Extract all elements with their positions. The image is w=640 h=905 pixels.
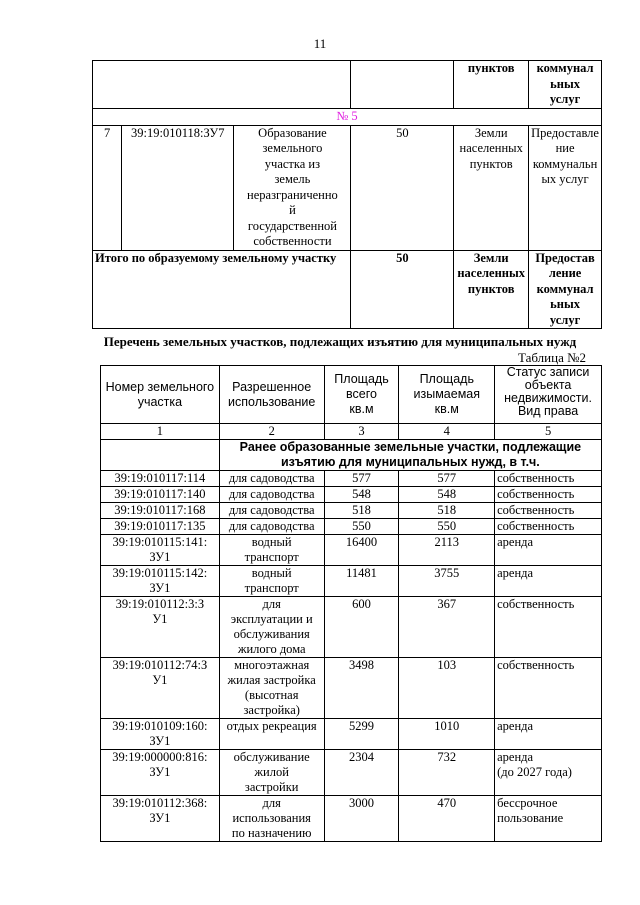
- cell-use: отдых рекреация: [219, 719, 324, 750]
- total-row: [93, 250, 602, 329]
- table-row: [93, 61, 602, 109]
- cell-use: коммунал ьных услуг: [529, 61, 602, 109]
- header-number: Номер земельного участка: [101, 366, 220, 424]
- cell-status: собственность: [495, 503, 602, 519]
- table-row: [101, 719, 602, 750]
- cell-use: многоэтажная жилая застройка (высотная застройка): [219, 658, 324, 719]
- cell-status: аренда: [495, 535, 602, 566]
- cell-total-area: 548: [324, 487, 399, 503]
- cell-taken-area: 2113: [399, 535, 495, 566]
- cell-number: 39:19:000000:816: ЗУ1: [101, 750, 220, 796]
- cell-number: 39:19:010117:135: [101, 519, 220, 535]
- cell-num: 7: [93, 125, 122, 250]
- cell-status: бессрочное пользование: [495, 796, 602, 842]
- col-number: 2: [219, 424, 324, 440]
- header-status: Статус записи объекта недвижимости. Вид права: [495, 366, 602, 424]
- section-row: [93, 108, 602, 125]
- column-numbers-row: [101, 424, 602, 440]
- cell-area: 50: [351, 125, 454, 250]
- cell-total-area: 5299: [324, 719, 399, 750]
- cell-use: для садоводства: [219, 471, 324, 487]
- cell-total-area: 600: [324, 597, 399, 658]
- cell-taken-area: 367: [399, 597, 495, 658]
- cell-number: 39:19:010117:168: [101, 503, 220, 519]
- cell-taken-area: 3755: [399, 566, 495, 597]
- header-use: Разрешенное использование: [219, 366, 324, 424]
- cell-total-area: 11481: [324, 566, 399, 597]
- cell-total-area: 550: [324, 519, 399, 535]
- cell-category: Земли населенных пунктов: [454, 125, 529, 250]
- cell-taken-area: 732: [399, 750, 495, 796]
- table-row: [101, 519, 602, 535]
- cell-use: для садоводства: [219, 487, 324, 503]
- cell-status: собственность: [495, 597, 602, 658]
- cell-number: 39:19:010117:114: [101, 471, 220, 487]
- group-header: Ранее образованные земельные участки, подлежащие изъятию для муниципальных нужд, в т.ч.: [219, 440, 601, 471]
- cell-taken-area: 548: [399, 487, 495, 503]
- cell-number: 39:19:010112:3:З У1: [101, 597, 220, 658]
- cell-number: 39:19:010112:74:З У1: [101, 658, 220, 719]
- table-row: [101, 597, 602, 658]
- cell-total-area: 577: [324, 471, 399, 487]
- table-2-number: Таблица №2: [518, 350, 587, 365]
- cell-use: для использования по назначению: [219, 796, 324, 842]
- cell-total-area: 3498: [324, 658, 399, 719]
- table-2-body: [101, 471, 602, 842]
- table-row: [101, 535, 602, 566]
- cell-category: пунктов: [454, 61, 529, 109]
- total-label: Итого по образуемому земельному участку: [93, 250, 351, 329]
- cell-cadastre: 39:19:010118:ЗУ7: [122, 125, 234, 250]
- total-category: Земли населенных пунктов: [454, 250, 529, 329]
- cell-taken-area: 577: [399, 471, 495, 487]
- cell-number: 39:19:010115:142: ЗУ1: [101, 566, 220, 597]
- col-number: 4: [399, 424, 495, 440]
- table-row: [101, 796, 602, 842]
- cell-taken-area: 1010: [399, 719, 495, 750]
- cell-status: аренда (до 2027 года): [495, 750, 602, 796]
- cell-use: для садоводства: [219, 519, 324, 535]
- cell-status: собственность: [495, 471, 602, 487]
- cell-total-area: 16400: [324, 535, 399, 566]
- cell-number: 39:19:010115:141: ЗУ1: [101, 535, 220, 566]
- cell-description: Образование земельного участка из земель неразграниченно й государственной собственности: [234, 125, 351, 250]
- table-row: [101, 750, 602, 796]
- cell-taken-area: 470: [399, 796, 495, 842]
- table-row: [101, 487, 602, 503]
- cell-total-area: 2304: [324, 750, 399, 796]
- cell-total-area: 518: [324, 503, 399, 519]
- header-taken-area: Площадь изымаемая кв.м: [399, 366, 495, 424]
- table-row: [101, 566, 602, 597]
- cell-taken-area: 550: [399, 519, 495, 535]
- table-2: [100, 365, 602, 842]
- table-row: [101, 503, 602, 519]
- cell-use: водный транспорт: [219, 535, 324, 566]
- cell-use: обслуживание жилой застройки: [219, 750, 324, 796]
- page-number: 11: [313, 36, 327, 51]
- total-area: 50: [351, 250, 454, 329]
- table-1: [92, 60, 602, 329]
- cell-use: для садоводства: [219, 503, 324, 519]
- col-number: 1: [101, 424, 220, 440]
- cell-status: аренда: [495, 566, 602, 597]
- cell-number: 39:19:010109:160: ЗУ1: [101, 719, 220, 750]
- cell-number: 39:19:010112:368: ЗУ1: [101, 796, 220, 842]
- cell-number: 39:19:010117:140: [101, 487, 220, 503]
- cell-use: Предоставле ние коммунальн ых услуг: [529, 125, 602, 250]
- section-label: № 5: [93, 108, 602, 125]
- cell-total-area: 3000: [324, 796, 399, 842]
- group-header-row: [101, 440, 602, 471]
- cell-status: собственность: [495, 487, 602, 503]
- table-2-title: Перечень земельных участков, подлежащих изъятию для муниципальных нужд: [103, 334, 577, 349]
- cell-use: для эксплуатации и обслуживания жилого дома: [219, 597, 324, 658]
- cell-taken-area: 518: [399, 503, 495, 519]
- col-number: 3: [324, 424, 399, 440]
- cell-use: водный транспорт: [219, 566, 324, 597]
- cell-status: аренда: [495, 719, 602, 750]
- cell-status: собственность: [495, 519, 602, 535]
- table-row: [101, 471, 602, 487]
- cell-taken-area: 103: [399, 658, 495, 719]
- table-row: [101, 658, 602, 719]
- table-row: [93, 125, 602, 250]
- col-number: 5: [495, 424, 602, 440]
- total-use: Предостав ление коммунал ьных услуг: [529, 250, 602, 329]
- cell-status: собственность: [495, 658, 602, 719]
- header-total-area: Площадь всего кв.м: [324, 366, 399, 424]
- table-header-row: [101, 366, 602, 424]
